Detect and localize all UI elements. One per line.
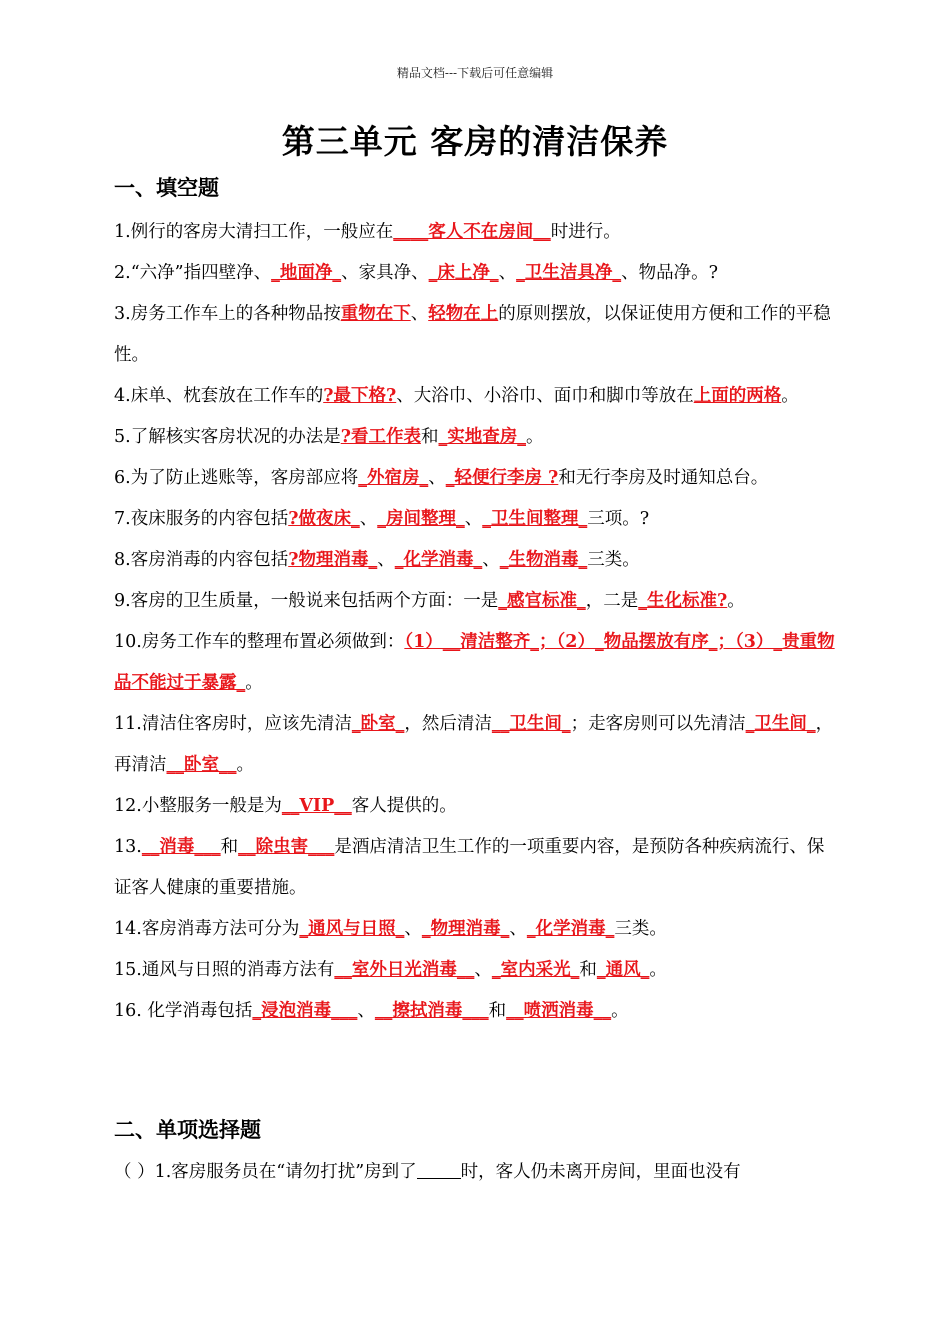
question-item — [114, 909, 836, 950]
question-text: 8.客房消毒的内容包括 — [114, 550, 289, 570]
answer-text: __喷洒消毒__ — [506, 1001, 612, 1021]
answer-text: _浸泡消毒___ — [252, 1001, 358, 1021]
question-text: 、物品净。? — [621, 263, 718, 283]
answer-text: __室外日光消毒__ — [334, 960, 475, 980]
answer-text: __卧室__ — [166, 755, 237, 775]
question-text: 时进行。 — [550, 222, 621, 242]
question-item — [114, 827, 836, 909]
question-text: 、 — [404, 919, 422, 939]
answer-text: _化学消毒_ — [394, 550, 483, 570]
fill-blank-questions — [114, 212, 836, 1032]
answer-text: _床上净_ — [428, 263, 499, 283]
question-text-before: 1.客房服务员在“请勿打扰”房到了 — [154, 1162, 417, 1182]
question-item — [114, 622, 836, 704]
question-text: 和 — [420, 427, 439, 447]
question-text: 。 — [649, 960, 667, 980]
answer-text: __VIP__ — [281, 796, 352, 816]
question-text: 三类。 — [614, 919, 667, 939]
question-text: 12.小整服务一般是为 — [114, 796, 282, 816]
answer-text: _房间整理_ — [377, 509, 465, 529]
question-text: 14.客房消毒方法可分为 — [114, 919, 300, 939]
question-text: 。 — [727, 591, 745, 611]
question-text: 、 — [509, 919, 527, 939]
page-header: 精品文档---下载后可任意编辑 — [396, 66, 554, 80]
question-text: 、 — [377, 550, 395, 570]
question-item — [114, 581, 836, 622]
answer-text: 上面的两格 — [693, 386, 782, 406]
question-text: 7.夜床服务的内容包括 — [114, 509, 289, 529]
answer-text: _地面净_ — [271, 263, 342, 283]
answer-text: _卫生洁具净_ — [516, 263, 622, 283]
question-text: 的原则摆放，以保证使用方便和工作的平稳性。 — [114, 304, 831, 365]
question-text: 客人提供的。 — [351, 796, 457, 816]
question-text: ，再清洁 — [114, 714, 834, 775]
question-text: 和无行李房及时通知总台。 — [558, 468, 769, 488]
question-item — [114, 704, 836, 786]
question-item — [114, 499, 836, 540]
choice-question — [114, 1152, 836, 1193]
question-text: 。 — [525, 427, 544, 447]
question-item — [114, 417, 836, 458]
question-text: 。 — [611, 1001, 629, 1021]
question-text: 是酒店清洁卫生工作的一项重要内容，是预防各种疾病流行、保证客人健康的重要措施。 — [114, 837, 825, 898]
question-text: 、大浴巾、小浴巾、面巾和脚巾等放在 — [396, 386, 694, 406]
question-text: 1.例行的客房大清扫工作，一般应在 — [114, 222, 394, 242]
page-title: 第三单元 客房的清洁保养 — [281, 122, 669, 161]
question-item — [114, 294, 836, 376]
answer-text: _卫生间_ — [745, 714, 816, 734]
answer-text: ?最下格? — [323, 386, 397, 406]
question-text: 、 — [498, 263, 517, 283]
question-text: 、 — [410, 304, 429, 324]
question-text: 、 — [482, 550, 500, 570]
answer-text: _通风_ — [596, 960, 650, 980]
blank-line — [417, 1161, 461, 1180]
question-text: 、 — [464, 509, 483, 529]
question-text: 、 — [474, 960, 492, 980]
question-text: 9.客房的卫生质量，一般说来包括两个方面：一是 — [114, 591, 499, 611]
question-item — [114, 950, 836, 991]
question-item — [114, 991, 836, 1032]
answer-text: _感官标准_ — [498, 591, 586, 611]
answer-text: _轻便行李房 ? — [445, 468, 559, 488]
question-text: 15.通风与日照的消毒方法有 — [114, 960, 335, 980]
question-text: ；走客房则可以先清洁 — [570, 714, 746, 734]
question-text: 16. 化学消毒包括 — [114, 1001, 253, 1021]
question-text: 、 — [359, 509, 378, 529]
question-text: 。 — [245, 673, 263, 693]
question-item — [114, 212, 836, 253]
section-heading-single-choice: 二、单项选择题 — [114, 1117, 261, 1142]
answer-text: _生物消毒_ — [499, 550, 588, 570]
question-text: 13. — [114, 837, 142, 857]
question-text: 3.房务工作车上的各种物品按 — [114, 304, 341, 324]
question-text: 11.清洁住客房时，应该先清洁 — [114, 714, 352, 734]
answer-text: （1）__清洁整齐_；（2）_物品摆放有序_；（3）_贵重物品不能过于暴露_ — [114, 632, 835, 693]
answer-text: _室内采光_ — [491, 960, 580, 980]
answer-text: ?做夜床_ — [288, 509, 360, 529]
answer-text: ?看工作表 — [340, 427, 421, 447]
question-item — [114, 458, 836, 499]
answer-text: _实地查房_ — [438, 427, 526, 447]
question-text: 三类。 — [587, 550, 640, 570]
answer-text: _化学消毒_ — [526, 919, 615, 939]
answer-bracket[interactable]: （ ） — [114, 1162, 155, 1182]
answer-text: 重物在下 — [340, 304, 411, 324]
answer-text: __消毒___ — [141, 837, 221, 857]
question-item — [114, 253, 836, 294]
answer-text: __擦拭消毒___ — [374, 1001, 489, 1021]
question-text: 、 — [357, 1001, 375, 1021]
question-text: 和 — [220, 837, 239, 857]
answer-text: _生化标准? — [638, 591, 728, 611]
question-text: 5.了解核实客房状况的办法是 — [114, 427, 341, 447]
answer-text: _物理消毒_ — [421, 919, 510, 939]
answer-text: ?物理消毒_ — [288, 550, 378, 570]
question-text: 三项。? — [587, 509, 650, 529]
answer-text: ____客人不在房间__ — [393, 222, 551, 242]
question-text: 和 — [488, 1001, 507, 1021]
answer-text: __除虫害___ — [238, 837, 335, 857]
question-text: 、 — [428, 468, 446, 488]
answer-text: 轻物在上 — [428, 304, 499, 324]
question-text: 。 — [236, 755, 254, 775]
answer-text: _通风与日照_ — [299, 919, 405, 939]
question-item — [114, 786, 836, 827]
question-text: 、家具净、 — [341, 263, 429, 283]
question-text: 。 — [781, 386, 799, 406]
question-text: 2.“六净”指四壁净、 — [114, 263, 272, 283]
section-heading-fill-blank: 一、填空题 — [114, 175, 219, 200]
question-text: 10.房务工作车的整理布置必须做到： — [114, 632, 405, 652]
question-text: 4.床单、枕套放在工作车的 — [114, 386, 324, 406]
answer-text: __卫生间_ — [491, 714, 571, 734]
question-text: 和 — [579, 960, 597, 980]
answer-text: _卧室_ — [351, 714, 405, 734]
question-item — [114, 540, 836, 581]
answer-text: _外宿房_ — [358, 468, 429, 488]
question-text: ，然后清洁 — [404, 714, 492, 734]
question-text: 6.为了防止逃账等，客房部应将 — [114, 468, 359, 488]
question-item — [114, 376, 836, 417]
question-text-after: 时，客人仍未离开房间，里面也没有 — [460, 1162, 741, 1182]
answer-text: _卫生间整理_ — [482, 509, 588, 529]
question-text: ，二是 — [585, 591, 639, 611]
